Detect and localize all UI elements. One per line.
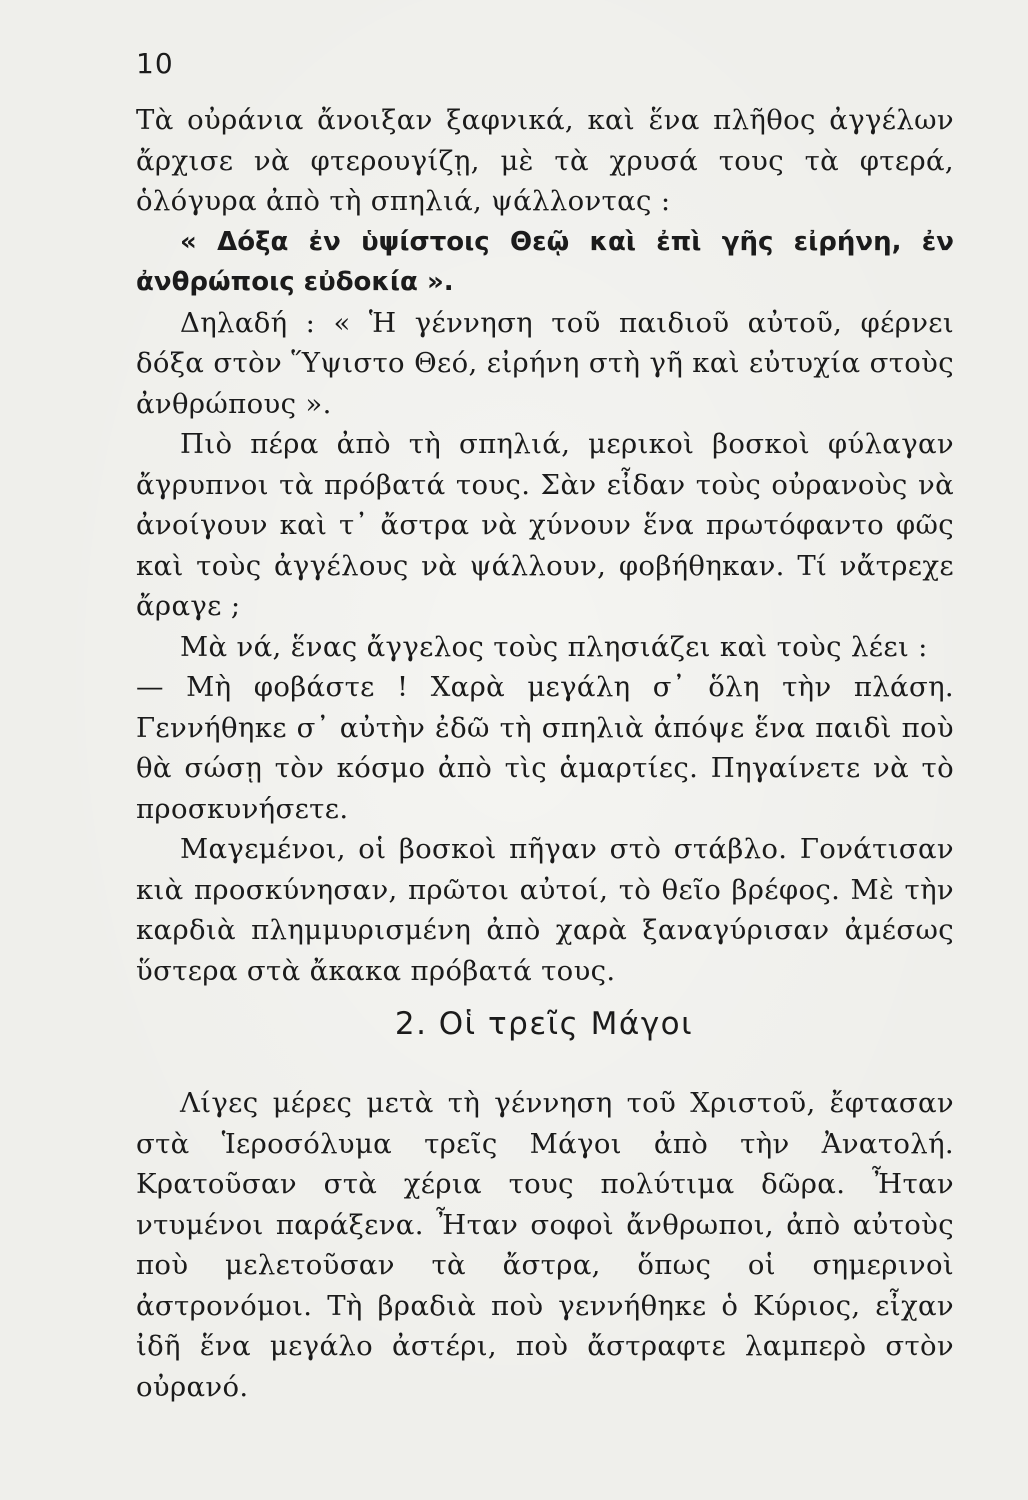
paragraph-shepherds: Πιὸ πέρα ἀπὸ τὴ σπηλιά, μερικοὶ βοσκοὶ φύλαγαν ἄγρυπνοι τὰ πρόβατά τους. Σὰν εἶδαν τοὺς οὐρανοὺς νὰ ἀνοίγουν καὶ τ᾽ ἄστρα νὰ χύνουν ἕνα πρωτόφαντο φῶς καὶ τοὺς ἀγγέλους νὰ ψάλλουν, φοβήθηκαν. Τί νἄτρεχε ἄραγε ; (136, 428, 954, 622)
paragraph-gloria-quote: « Δόξα ἐν ὑψίστοις Θεῷ καὶ ἐπὶ γῆς εἰρήνη, ἐν ἀνθρώποις εὐδοκία ». (136, 226, 954, 297)
paragraph-worship: Μαγεμένοι, οἱ βοσκοὶ πῆγαν στὸ στάβλο. Γονάτισαν κιὰ προσκύνησαν, πρῶτοι αὐτοί, τὸ θεῖο βρέφος. Μὲ τὴν καρδιὰ πλημμυρισμένη ἀπὸ χαρὰ ξαναγύρισαν ἀμέσως ὕστερα στὰ ἄκακα πρόβατά τους. (136, 833, 954, 987)
paragraph-meaning: Δηλαδή : « Ἡ γέννηση τοῦ παιδιοῦ αὐτοῦ, φέρνει δόξα στὸν Ὕψιστο Θεό, εἰρήνη στὴ γῆ καὶ εὐτυχία στοὺς ἀνθρώπους ». (136, 306, 954, 420)
paragraph-angel-approaches: Μὰ νά, ἕνας ἄγγελος τοὺς πλησιάζει καὶ τοὺς λέει : (180, 630, 928, 663)
section-two-text (136, 1083, 954, 1407)
section-heading-magi: 2. Οἱ τρεῖς Μάγοι (394, 1006, 694, 1042)
paragraph-magi-arrival: Λίγες μέρες μετὰ τὴ γέννηση τοῦ Χριστοῦ, ἔφτασαν στὰ Ἱεροσόλυμα τρεῖς Μάγοι ἀπὸ τὴν Ἀνατολή. Κρατοῦσαν στὰ χέρια τους πολύτιμα δῶρα. Ἦταν ντυμένοι παράξενα. Ἦταν σοφοὶ ἄνθρωποι, ἀπὸ αὐτοὺς ποὺ μελετοῦσαν τὰ ἄστρα, ὅπως οἱ σημερινοὶ ἀστρονόμοι. Τὴ βραδιὰ ποὺ γεννήθηκε ὁ Κύριος, εἶχαν ἰδῆ ἕνα μεγάλο ἀστέρι, ποὺ ἄστραφτε λαμπερὸ στὸν οὐρανό. (136, 1087, 954, 1403)
paragraph-angels: Τὰ οὐράνια ἄνοιξαν ξαφνικά, καὶ ἕνα πλῆθος ἀγγέλων ἄρχισε νὰ φτερουγίζῃ, μὲ τὰ χρυσά τους τὰ φτερά, ὁλόγυρα ἀπὸ τὴ σπηλιά, ψάλλοντας : (136, 104, 954, 217)
section-one-text (136, 100, 954, 991)
paragraph-angel-speech: — Μὴ φοβάστε ! Χαρὰ μεγάλη σ᾽ ὅλη τὴν πλάση. Γεννήθηκε σ᾽ αὐτὴν ἐδῶ τὴ σπηλιὰ ἀπόψε ἕνα παιδὶ ποὺ θὰ σώσῃ τὸν κόσμο ἀπὸ τὶς ἁμαρτίες. Πηγαίνετε νὰ τὸ προσκυνήσετε. (136, 671, 954, 825)
page-number: 10 (136, 47, 174, 80)
